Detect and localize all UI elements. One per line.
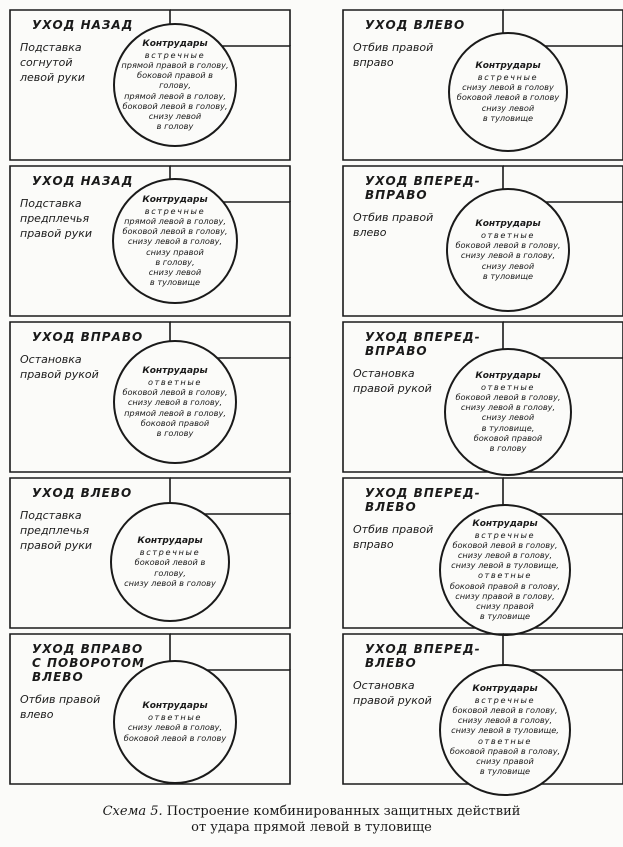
counterattack-item: боковой левой в голову, <box>122 100 228 111</box>
counterattack-list <box>444 519 566 622</box>
counterattack-circle <box>113 23 237 147</box>
scheme-card <box>343 634 623 784</box>
counterattack-item: в голову <box>156 121 194 132</box>
counterattack-item: боковой правой в голову, <box>449 580 561 591</box>
counterattack-heading: Контрудары <box>142 365 208 376</box>
counterattack-item: боковой правой <box>140 417 210 428</box>
scheme-card <box>343 166 623 316</box>
defense-action: Отбив правой влево <box>20 693 101 721</box>
counterattack-circle <box>113 660 237 784</box>
defense-action: Остановка правой рукой <box>20 353 99 381</box>
counterattack-item: встречные <box>474 694 536 705</box>
counterattack-item: в туловище <box>479 611 531 622</box>
counterattack-item: в голову <box>489 443 527 453</box>
counterattack-item: в туловище <box>479 766 531 777</box>
counterattack-item: в туловище, <box>481 422 535 433</box>
defense-action: Отбив правой влево <box>353 211 434 239</box>
counterattack-item: боковой правой в голову, <box>449 745 561 756</box>
counterattack-list <box>118 701 232 743</box>
defense-action: Подставка предплечья правой руки <box>20 197 93 240</box>
movement-title: УХОД ВПРАВО <box>32 330 144 344</box>
movement-title: УХОД ВПЕРЕД- ВЛЕВО <box>365 642 481 670</box>
counterattack-item: снизу правой <box>476 601 534 611</box>
counterattack-item: в туловище <box>482 112 534 123</box>
defense-action: Остановка правой рукой <box>353 679 432 707</box>
counterattack-item: снизу левой <box>481 260 535 271</box>
defense-action: Остановка правой рукой <box>353 367 432 395</box>
counterattack-item: боковой левой в голову, <box>452 539 558 550</box>
counterattack-item: снизу левой в голову, <box>127 722 223 733</box>
counterattack-list <box>116 195 233 288</box>
counterattack-heading: Контрудары <box>142 194 208 205</box>
counterattack-circle <box>113 340 237 464</box>
counterattack-item: снизу правой <box>476 755 534 766</box>
counterattack-item: снизу левой в голову, <box>127 236 223 247</box>
counterattack-heading: Контрудары <box>475 370 541 381</box>
counterattack-item: боковой левой в голову, <box>452 704 558 715</box>
movement-title: УХОД НАЗАД <box>32 18 134 32</box>
counterattack-item: встречные <box>474 529 536 540</box>
counterattack-circle <box>112 178 238 304</box>
counterattack-item: в туловище <box>149 277 201 288</box>
counterattack-circle <box>448 32 568 152</box>
movement-title: УХОД ВЛЕВО <box>365 18 466 32</box>
counterattack-item: снизу правой <box>146 246 204 257</box>
counterattack-item: боковой левой в голову, <box>122 387 228 398</box>
movement-title: УХОД ВЛЕВО <box>32 486 133 500</box>
counterattack-item: снизу левой в голову <box>124 577 216 588</box>
movement-title: УХОД ВПЕРЕД- ВЛЕВО <box>365 486 481 514</box>
counterattack-item: снизу левой в голову, <box>460 402 556 413</box>
defense-action: Отбив правой вправо <box>353 41 434 69</box>
counterattack-list <box>451 61 565 123</box>
counterattack-list <box>449 219 566 281</box>
counterattack-list <box>444 684 566 777</box>
counterattack-item: ответные <box>147 712 203 723</box>
counterattack-circle <box>110 502 230 622</box>
caption-line-1: Построение комбинированных защитных действий <box>166 804 521 819</box>
counterattack-item: ответные <box>147 376 203 387</box>
counterattack-item: в голову, <box>155 256 195 267</box>
counterattack-heading: Контрудары <box>142 701 208 712</box>
defense-action: Подставка предплечья правой руки <box>20 509 93 552</box>
counterattack-heading: Контрудары <box>475 218 541 229</box>
counterattack-item: снизу левой в туловище, <box>451 560 559 571</box>
counterattack-item: снизу левой в голову <box>462 82 554 93</box>
counterattack-heading: Контрудары <box>137 536 203 547</box>
counterattack-item: снизу левой в голову, <box>457 549 553 560</box>
counterattack-item: встречные <box>139 547 201 558</box>
counterattack-item: встречные <box>144 49 206 60</box>
counterattack-heading: Контрудары <box>472 683 538 694</box>
counterattack-list <box>449 371 566 453</box>
scheme-card <box>10 10 290 160</box>
movement-title: УХОД ВПЕРЕД- ВПРАВО <box>365 174 481 202</box>
counterattack-item: прямой левой в голову, <box>124 215 226 226</box>
counterattack-item: снизу левой <box>148 110 202 121</box>
counterattack-item: ответные <box>480 229 536 240</box>
caption-line-2: от удара прямой левой в туловище <box>191 820 432 835</box>
figure-caption <box>0 804 623 836</box>
scheme-card <box>343 10 623 160</box>
counterattack-item: встречные <box>144 205 206 216</box>
counterattack-item: ответные <box>477 570 533 581</box>
counterattack-item: в туловище <box>482 270 534 281</box>
counterattack-item: боковой левой в голову <box>123 732 227 743</box>
counterattack-circle <box>439 504 571 636</box>
counterattack-item: снизу левой <box>148 266 202 277</box>
counterattack-heading: Контрудары <box>475 60 541 71</box>
counterattack-item: снизу левой в голову, <box>127 397 223 408</box>
counterattack-item: ответные <box>480 381 536 392</box>
counterattack-item: прямой левой в голову, <box>124 407 226 418</box>
counterattack-item: встречные <box>477 71 539 82</box>
movement-title: УХОД НАЗАД <box>32 174 134 188</box>
counterattack-item: боковой левой в голову, <box>455 240 561 251</box>
counterattack-heading: Контрудары <box>142 38 208 49</box>
movement-title: УХОД ВПЕРЕД- ВПРАВО <box>365 330 481 358</box>
counterattack-circle <box>446 188 570 312</box>
counterattack-item: боковой левой в голову, <box>134 557 206 578</box>
movement-title: УХОД ВПРАВО С ПОВОРОТОМ ВЛЕВО <box>32 642 145 684</box>
counterattack-list <box>116 366 233 438</box>
scheme-card <box>343 322 623 472</box>
counterattack-item: боковой левой в голову, <box>455 391 561 402</box>
counterattack-item: прямой левой в голову, <box>124 90 226 101</box>
scheme-card <box>10 322 290 472</box>
counterattack-item: снизу левой в туловище, <box>451 725 559 736</box>
defense-action: Отбив правой вправо <box>353 523 434 551</box>
counterattack-item: снизу левой в голову, <box>460 250 556 261</box>
scheme-number: Схема 5. <box>102 804 163 819</box>
counterattack-list <box>112 536 228 588</box>
counterattack-item: боковой левой в голову <box>456 92 560 103</box>
counterattack-item: боковой левой в голову, <box>122 226 228 237</box>
counterattack-circle <box>439 664 571 796</box>
counterattack-item: снизу правой в голову, <box>455 590 555 601</box>
counterattack-item: в голову <box>156 427 194 438</box>
scheme-card <box>10 634 290 784</box>
scheme-card <box>10 478 290 628</box>
scheme-card <box>343 478 623 628</box>
counterattack-item: боковой правой в голову, <box>137 70 213 91</box>
counterattack-item: боковой правой <box>473 432 543 443</box>
counterattack-item: ответные <box>477 735 533 746</box>
counterattack-list <box>115 39 235 132</box>
counterattack-heading: Контрудары <box>472 518 538 529</box>
counterattack-item: снизу левой в голову, <box>457 715 553 726</box>
counterattack-item: снизу левой <box>481 412 535 423</box>
counterattack-item: прямой правой в голову, <box>121 59 229 70</box>
counterattack-item: снизу левой <box>481 102 535 113</box>
counterattack-circle <box>444 348 572 476</box>
defense-action: Подставка согнутой левой руки <box>20 41 85 84</box>
scheme-card <box>10 166 290 316</box>
